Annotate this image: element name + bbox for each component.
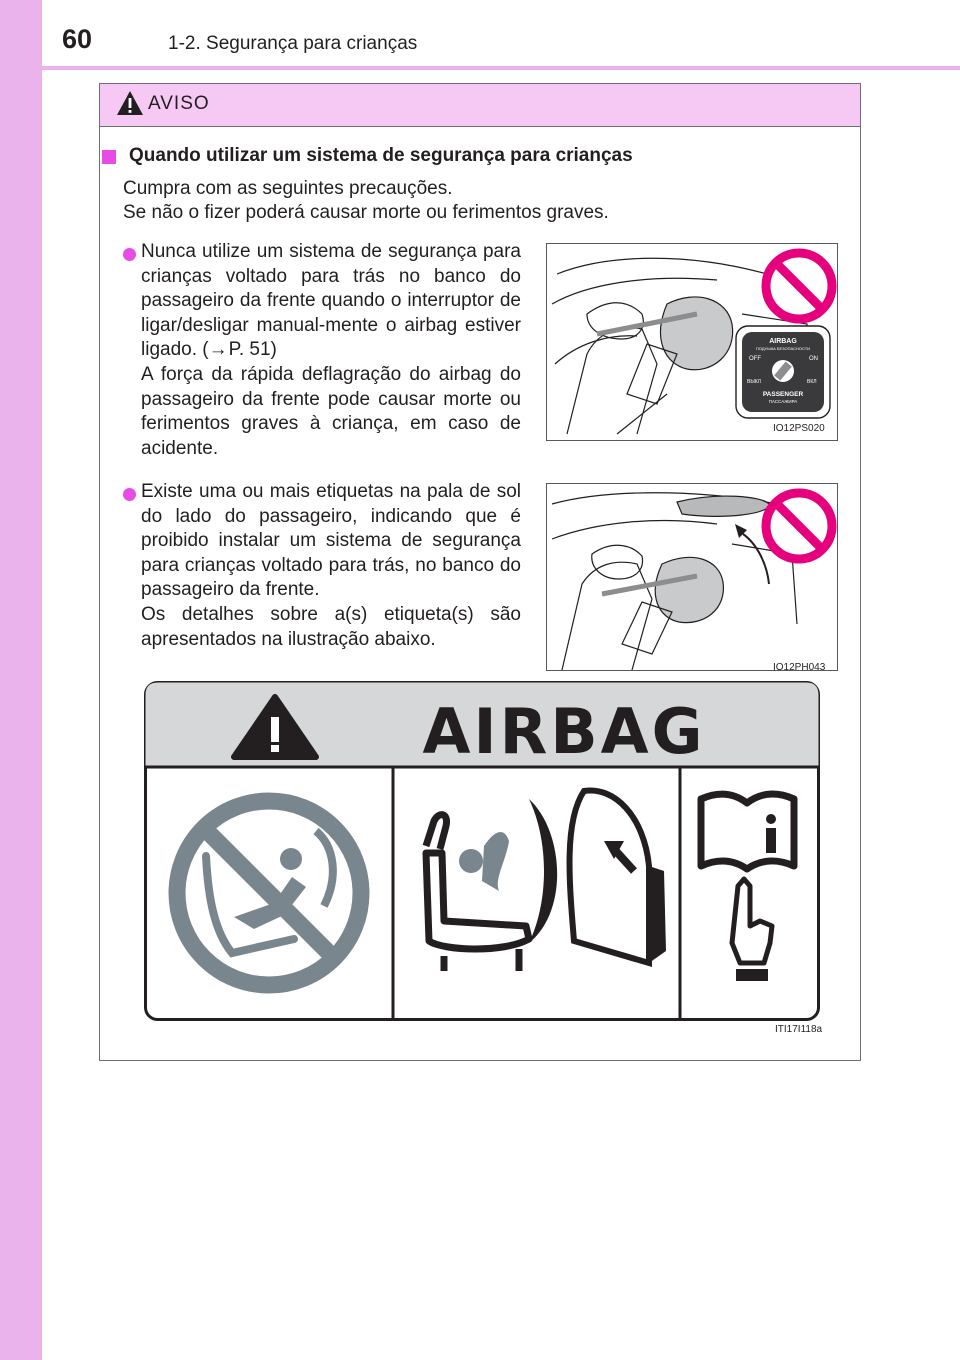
side-color-strip [0, 0, 42, 1360]
switch-off-ru-text: ВЫКЛ [747, 379, 761, 385]
figure2-code: IO12PH043 [773, 662, 826, 671]
warning-heading: Quando utilizar um sistema de segurança para crianças [129, 145, 633, 166]
figure1-code: IO12PS020 [773, 423, 825, 434]
label-figure-code: ITI17I118a [775, 1024, 823, 1035]
intro-line-1: Cumpra com as seguintes precauções. [123, 178, 453, 199]
item1-bullet-icon [123, 248, 136, 261]
figure-sun-visor [546, 483, 838, 671]
warning-header [100, 84, 860, 127]
label-airbag-title: AIRBAG [422, 695, 706, 768]
switch-on-text: ON [809, 356, 818, 362]
item2-details: Os detalhes sobre a(s) etiqueta(s) são apresentados na ilustração abaixo. [141, 603, 521, 650]
item1-main: Nunca utilize um sistema de segurança para crianças voltado para trás no banco do passageiro da frente quando o interruptor de ligar/desligar manual-mente o airbag estiver ligado. ( [141, 241, 521, 361]
item2-text [141, 480, 521, 652]
item2-main: Existe uma ou mais etiquetas na pala de sol do lado do passageiro, indicando que é proibido instalar um sistema de segurança para crianças voltado para trás, no banco do passageiro da frente. [141, 481, 521, 601]
sun-visor-illustration [547, 484, 837, 670]
section-title: 1-2. Segurança para crianças [168, 33, 418, 54]
read-manual-book-icon [701, 794, 794, 869]
item1-consequence: A força da rápida deflagração do airbag do passageiro da frente pode causar morte ou ferimentos graves à criança, em caso de acidente. [141, 363, 521, 459]
switch-passenger-text: PASSENGER [762, 391, 804, 398]
header-rule [42, 66, 960, 70]
warning-intro [123, 177, 609, 225]
reference-arrow-icon: → [208, 339, 228, 361]
intro-line-2: Se não o fizer poderá causar morte ou ferimentos graves. [123, 202, 609, 223]
heading-bullet-icon [102, 150, 116, 164]
item1-page-reference[interactable]: P. 51) [228, 339, 277, 361]
warning-box [99, 83, 861, 1061]
item2-bullet-icon [123, 488, 136, 501]
switch-on-ru-text: ВКЛ [807, 379, 817, 385]
car-interior-illustration [547, 244, 837, 440]
warning-triangle-icon [116, 90, 144, 116]
warning-label: AVISO [148, 93, 210, 114]
page-number: 60 [62, 24, 93, 54]
switch-passenger-ru-text: ПАССАЖИРА [768, 399, 798, 404]
switch-subtitle-text: ПОДУШКА БЕЗОПАСНОСТИ [755, 346, 811, 351]
switch-airbag-text: AIRBAG [769, 338, 797, 345]
figure-airbag-switch [546, 243, 838, 441]
airbag-warning-label [144, 681, 820, 1021]
item1-text [141, 240, 521, 461]
airbag-label-illustration [144, 681, 820, 1021]
no-rear-facing-child-seat-icon [177, 801, 361, 985]
switch-off-text: OFF [749, 356, 761, 362]
